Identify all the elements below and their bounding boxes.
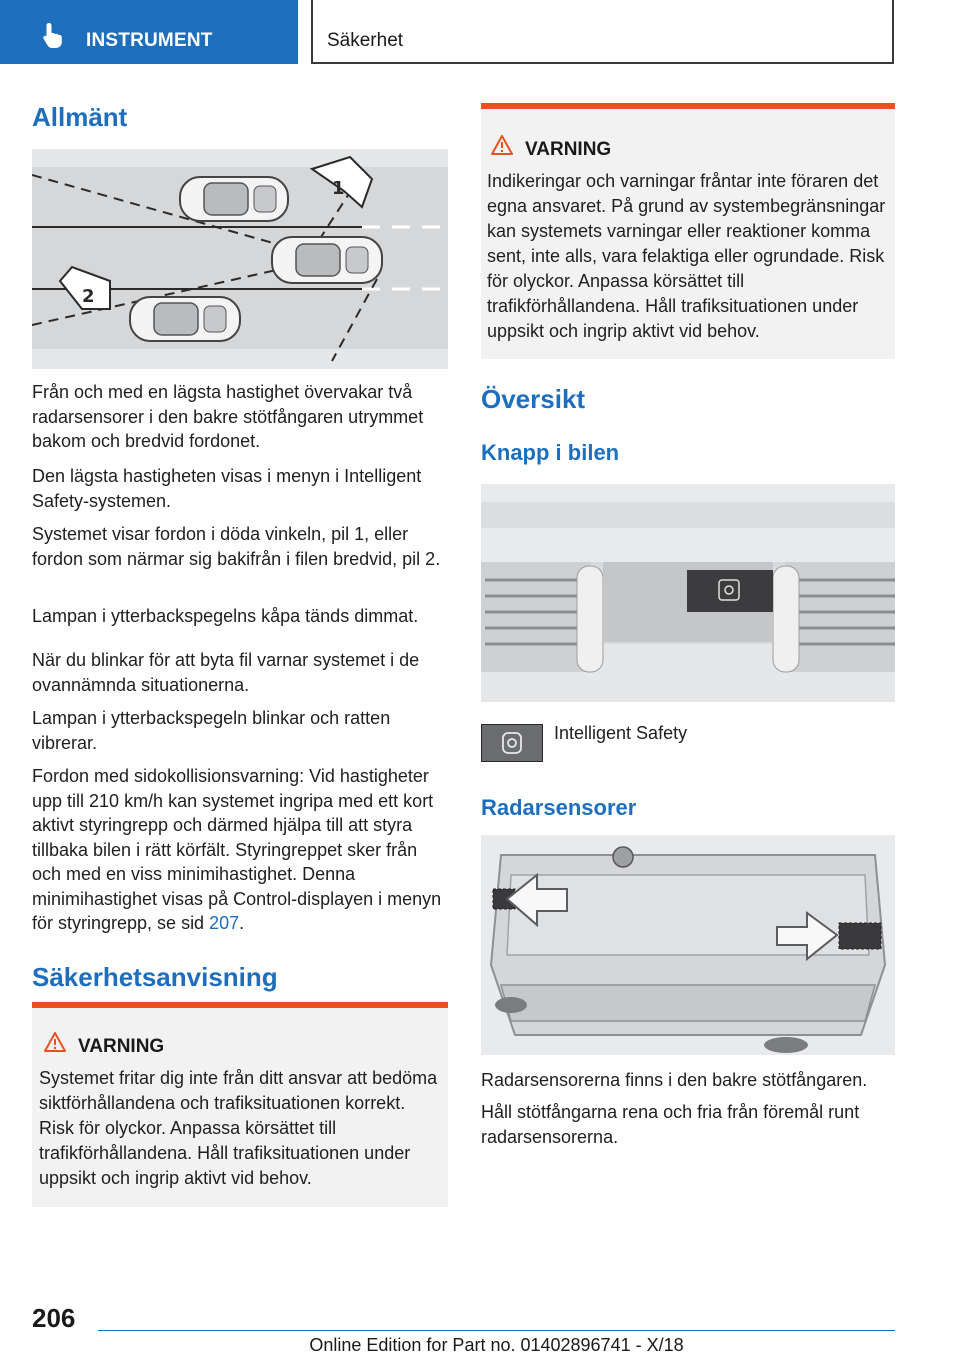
paragraph: Lampan i ytterbackspegelns kåpa tänds dimmat. bbox=[32, 606, 419, 626]
intelligent-safety-icon bbox=[482, 725, 542, 761]
warning-title: VARNING bbox=[78, 1036, 165, 1057]
paragraph: Radarsensorerna finns i den bakre stötfångaren. bbox=[481, 1070, 868, 1090]
hand-pointer-icon bbox=[38, 20, 68, 50]
blind-spot-figure bbox=[32, 149, 448, 369]
car-bottom bbox=[130, 297, 240, 341]
chapter-label: INSTRUMENT bbox=[86, 30, 213, 51]
paragraph: Den lägsta hastigheten visas i menyn i Intelligent Safety-systemen. bbox=[32, 466, 422, 511]
warning-box bbox=[481, 103, 895, 359]
paragraph: När du blinkar för att byta fil varnar systemet i de ovannämnda situationerna. bbox=[32, 650, 420, 695]
warning-triangle-icon bbox=[44, 1032, 66, 1052]
paragraph: Systemet visar fordon i döda vinkeln, pil 1, eller fordon som närmar sig bakifrån i filen bredvid, pil 2. bbox=[32, 524, 441, 569]
paragraph: Från och med en lägsta hastighet övervakar två radarsensorer i den bakre stötfångaren utrymmet bakom och bredvid fordonet. bbox=[32, 382, 424, 451]
warning-text: Systemet fritar dig inte från ditt ansvar att bedöma siktförhållandena och trafiksituationen korrekt. Risk för olyckor. Anpassa körsättet till trafikförhållandena. Håll trafiksituationen under uppsikt och ingrip aktivt vid behov. bbox=[39, 1068, 438, 1188]
heading-general: Allmänt bbox=[32, 102, 128, 132]
warning-title: VARNING bbox=[525, 139, 612, 160]
radar-sensor-right bbox=[839, 923, 881, 949]
arrow-2-label: 2 bbox=[82, 286, 95, 307]
dashboard-vents bbox=[481, 484, 895, 702]
paragraph: Håll stötfångarna rena och fria från föremål runt radarsensorerna. bbox=[481, 1102, 860, 1147]
warning-box bbox=[32, 1002, 448, 1207]
warning-text: Indikeringar och varningar fråntar inte föraren det egna ansvaret. På grund av systembegränsningar kan systemets varningar eller reaktioner komma sent, inte alls, vara felaktiga eller ogrundade. Risk för olyckor. Anpassa körsättet till trafikförhållandena. Håll trafiksituationen under uppsikt och ingrip aktivt vid behov. bbox=[487, 171, 886, 341]
section-header bbox=[311, 0, 894, 64]
car-top bbox=[180, 177, 288, 221]
heading-safety: Säkerhetsanvisning bbox=[32, 962, 278, 992]
arrow-1-label: 1 bbox=[332, 178, 345, 199]
period: . bbox=[239, 913, 245, 933]
lane-diagram bbox=[32, 149, 448, 369]
page-link-207[interactable]: 207 bbox=[209, 913, 240, 933]
warning-triangle-icon bbox=[491, 135, 513, 155]
paragraph-steering bbox=[32, 764, 448, 936]
heading-radar: Radarsensorer bbox=[481, 795, 637, 820]
heading-button-in-car: Knapp i bilen bbox=[481, 440, 620, 465]
section-label: Säkerhet bbox=[327, 30, 404, 51]
bmw-logo-icon bbox=[613, 847, 633, 867]
chapter-tab[interactable] bbox=[0, 0, 298, 64]
paragraph: Lampan i ytterbackspegeln blinkar och ratten vibrerar. bbox=[32, 708, 391, 753]
page-number: 206 bbox=[32, 1303, 76, 1333]
footer-divider bbox=[98, 1330, 895, 1331]
steering-text: Fordon med sidokollisionsvarning: Vid hastigheter upp till 210 km/h kan systemet ingripa med ett kort aktivt styringrepp och därmed hjälpa till att styra tillbaka bilen i rätt körfält. Styringreppet sker från och med en viss minimihastighet. Denna minimihastighet visas på Control-displayen i menyn för styringrepp, se sid bbox=[32, 766, 442, 933]
button-caption: Intelligent Safety bbox=[554, 723, 688, 743]
intelligent-safety-button[interactable] bbox=[481, 724, 543, 762]
heading-overview: Översikt bbox=[481, 384, 586, 414]
car-middle bbox=[272, 237, 382, 283]
rear-bumper-illustration bbox=[481, 835, 895, 1055]
button-photo bbox=[481, 484, 895, 702]
radar-photo bbox=[481, 835, 895, 1055]
footer-edition: Online Edition for Part no. 01402896741 - X/18 bbox=[309, 1335, 684, 1355]
